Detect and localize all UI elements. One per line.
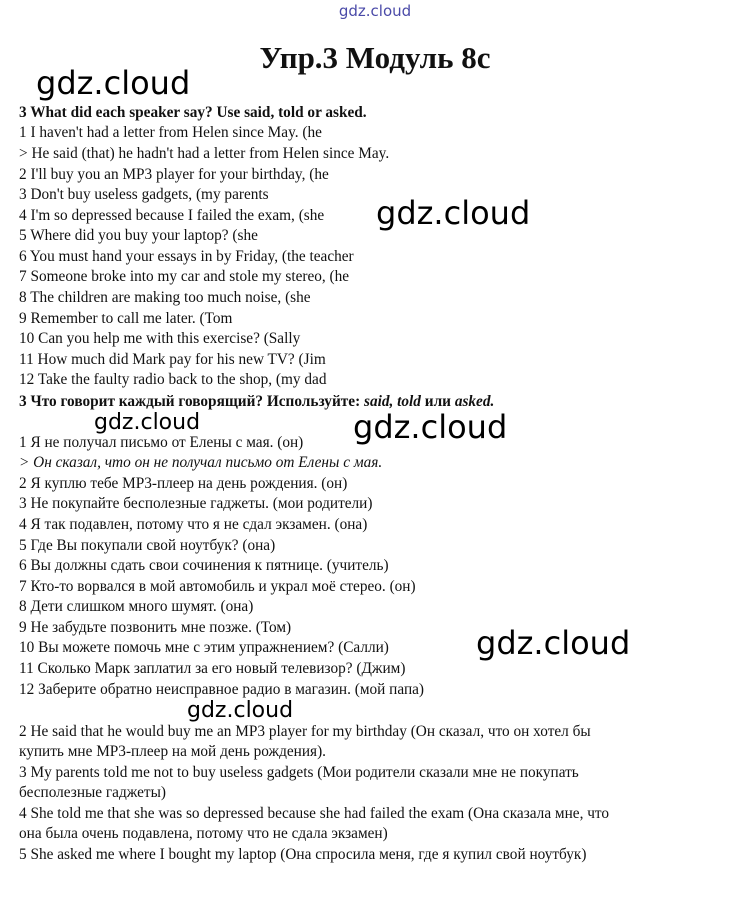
russian-line: 12 Заберите обратно неисправное радио в магазин. (мой папа) bbox=[19, 681, 425, 698]
watermark-top: gdz.cloud bbox=[338, 2, 412, 20]
russian-line: 3 Не покупайте бесполезные гаджеты. (мои родители) bbox=[19, 495, 373, 512]
answer-line: она была очень подавлена, потому что не сдала экзамен) bbox=[19, 825, 388, 842]
answer-line: 3 My parents told me not to buy useless gadgets (Мои родители сказали мне не покупать bbox=[19, 764, 579, 781]
russian-line: 6 Вы должны сдать свои сочинения к пятнице. (учитель) bbox=[19, 557, 389, 574]
english-line: 7 Someone broke into my car and stole my stereo, (he bbox=[19, 268, 350, 285]
watermark: gdz.cloud bbox=[353, 408, 508, 446]
russian-heading-words: said, told bbox=[364, 393, 421, 410]
russian-heading-start: 3 Что говорит каждый говорящий? Используйте: bbox=[19, 393, 364, 410]
russian-heading-last: asked. bbox=[454, 393, 495, 410]
russian-example: > Он сказал, что он не получал письмо от Елены с мая. bbox=[19, 454, 383, 471]
russian-line: 4 Я так подавлен, потому что я не сдал экзамен. (она) bbox=[19, 516, 368, 533]
page-title: Упр.3 Модуль 8с bbox=[259, 40, 491, 75]
watermark: gdz.cloud bbox=[476, 624, 631, 662]
english-heading: 3 What did each speaker say? Use said, told or asked. bbox=[19, 104, 367, 121]
russian-line: 11 Сколько Марк заплатил за его новый телевизор? (Джим) bbox=[19, 660, 406, 677]
english-line: 1 I haven't had a letter from Helen since May. (he bbox=[19, 124, 322, 141]
english-line: 9 Remember to call me later. (Tom bbox=[19, 310, 233, 327]
answer-line: 2 He said that he would buy me an MP3 player for my birthday (Он сказал, что он хотел бы bbox=[19, 723, 591, 740]
english-line: 12 Take the faulty radio back to the shop, (my dad bbox=[19, 371, 327, 388]
answer-line: 5 She asked me where I bought my laptop (Она спросила меня, где я купил свой ноутбук) bbox=[19, 846, 587, 863]
answer-line: бесполезные гаджеты) bbox=[19, 784, 166, 801]
watermark: gdz.cloud bbox=[36, 64, 191, 102]
english-line: 10 Can you help me with this exercise? (Sally bbox=[19, 330, 301, 347]
english-line: 8 The children are making too much noise, (she bbox=[19, 289, 311, 306]
english-line: 11 How much did Mark pay for his new TV? (Jim bbox=[19, 351, 326, 368]
russian-line: 9 Не забудьте позвонить мне позже. (Том) bbox=[19, 619, 292, 636]
answer-line: 4 She told me that she was so depressed because she had failed the exam (Она сказала мне, что bbox=[19, 805, 610, 822]
english-line: 5 Where did you buy your laptop? (she bbox=[19, 227, 258, 244]
english-line: 3 Don't buy useless gadgets, (my parents bbox=[19, 186, 269, 203]
russian-heading bbox=[19, 392, 494, 412]
russian-line: 7 Кто-то ворвался в мой автомобиль и украл моё стерео. (он) bbox=[19, 578, 416, 595]
russian-line: 8 Дети слишком много шумят. (она) bbox=[19, 598, 254, 615]
watermark: gdz.cloud bbox=[376, 194, 531, 232]
english-line: 6 You must hand your essays in by Friday, (the teacher bbox=[19, 248, 354, 265]
russian-line: 2 Я куплю тебе МР3-плеер на день рождения. (он) bbox=[19, 475, 348, 492]
english-line: > He said (that) he hadn't had a letter from Helen since May. bbox=[19, 145, 390, 162]
watermark: gdz.cloud bbox=[94, 410, 201, 435]
watermark: gdz.cloud bbox=[187, 698, 294, 723]
answer-line: купить мне МР3-плеер на мой день рождения). bbox=[19, 743, 327, 760]
english-line: 2 I'll buy you an MP3 player for your birthday, (he bbox=[19, 166, 329, 183]
russian-line: 5 Где Вы покупали свой ноутбук? (она) bbox=[19, 537, 276, 554]
russian-line: 10 Вы можете помочь мне с этим упражнением? (Салли) bbox=[19, 639, 389, 656]
russian-line: 1 Я не получал письмо от Елены с мая. (он) bbox=[19, 434, 304, 451]
english-line: 4 I'm so depressed because I failed the exam, (she bbox=[19, 207, 325, 224]
russian-heading-or: или bbox=[420, 393, 455, 410]
